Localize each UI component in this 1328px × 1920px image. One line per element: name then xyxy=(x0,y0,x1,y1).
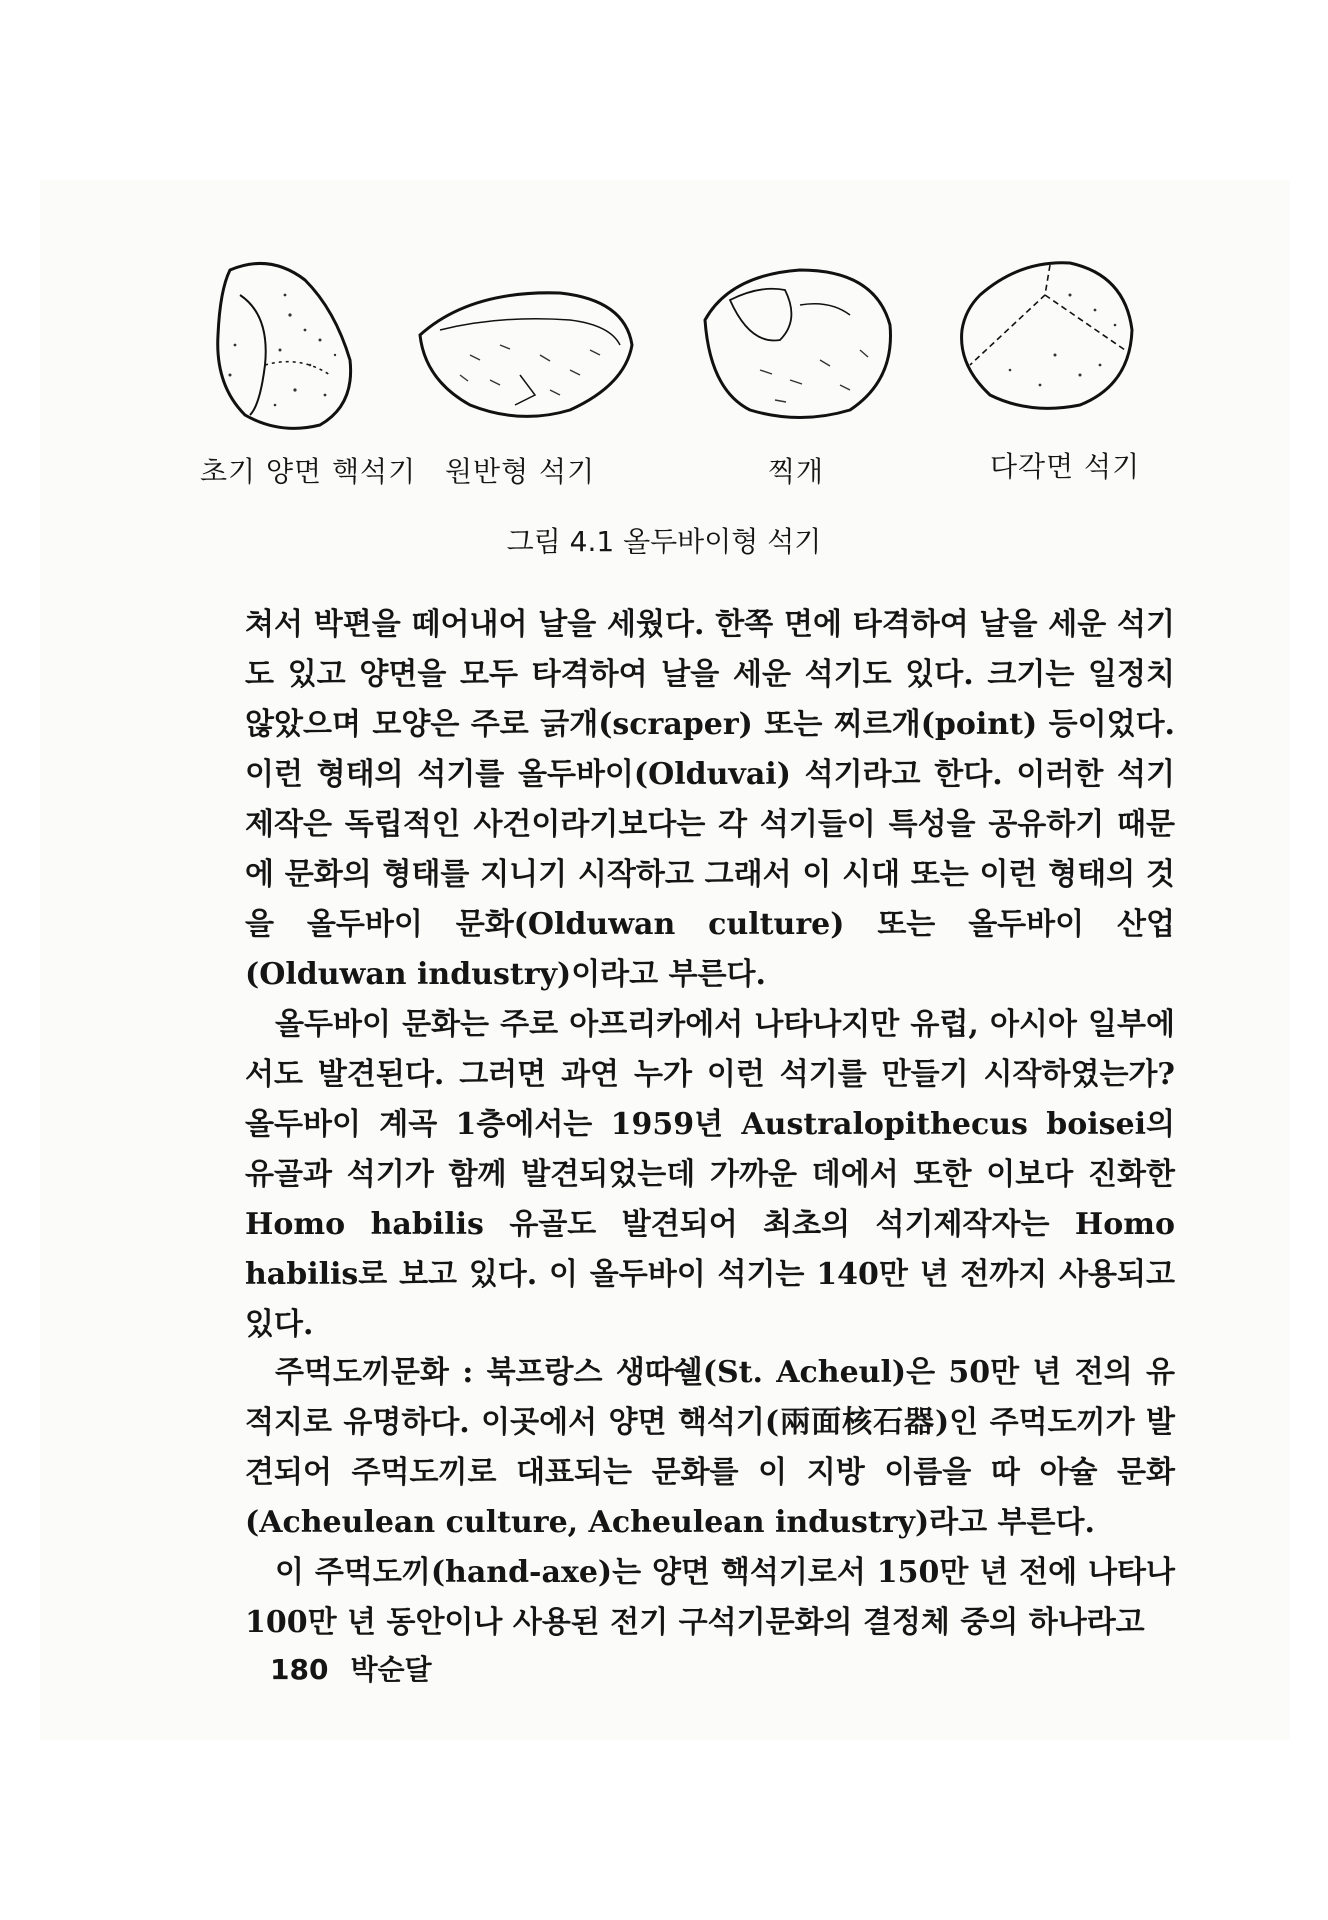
paragraph-4: 이 주먹도끼(hand-axe)는 양면 핵석기로서 150만 년 전에 나타나 100만 년 동안이나 사용된 전기 구석기문화의 결정체 중의 하나라고 xyxy=(245,1555,1175,1640)
figure-caption: 그림 4.1 올두바이형 석기 xyxy=(506,525,822,558)
author-name: 박순달 xyxy=(350,1653,432,1686)
stone-tools-figure xyxy=(200,255,1160,488)
body-section-1 xyxy=(245,600,1175,1350)
body-section-2 xyxy=(245,1348,1175,1648)
figure-label-discoid: 원반형 석기 xyxy=(445,455,596,488)
paragraph-1: 쳐서 박편을 떼어내어 날을 세웠다. 한쪽 면에 타격하여 날을 세운 석기도 있고 양면을 모두 타격하여 날을 세운 석기도 있다. 크기는 일정치 않았으며 모양은 주로 긁개(scraper) 또는 찌르개(point) 등이었다. 이런 형태의 석기를 올두바이(Olduvai) 석기라고 한다. 이러한 석기 제작은 독립적인 사건이라기보다는 각 석기들이 특성을 공유하기 때문에 문화의 형태를 지니기 시작하고 그래서 이 시대 또는 이런 형태의 것을 올두바이 문화(Olduwan culture) 또는 올두바이 산업(Olduwan industry)이라고 부른다. xyxy=(245,607,1175,992)
paragraph-3: 주먹도끼문화 : 북프랑스 생따쉘(St. Acheul)은 50만 년 전의 유적지로 유명하다. 이곳에서 양면 핵석기(兩面核石器)인 주먹도끼가 발견되어 주먹도끼로 대표되는 문화를 이 지방 이름을 따 아슐 문화(Acheulean culture, Acheulean industry)라고 부른다. xyxy=(245,1355,1175,1540)
figure-label-polyhedral: 다각면 석기 xyxy=(990,450,1141,483)
chopper-tool-drawing xyxy=(690,260,900,430)
page-number: 180 xyxy=(270,1653,329,1686)
figure-label-chopper: 찍개 xyxy=(768,455,825,488)
page-footer xyxy=(270,1648,432,1688)
figure-label-early-biface: 초기 양면 핵석기 xyxy=(200,455,417,488)
polyhedral-tool-drawing xyxy=(950,255,1140,420)
discoid-tool-drawing xyxy=(410,275,640,430)
early-biface-tool-drawing xyxy=(210,255,360,440)
paragraph-2: 올두바이 문화는 주로 아프리카에서 나타나지만 유럽, 아시아 일부에서도 발견된다. 그러면 과연 누가 이런 석기를 만들기 시작하였는가? 올두바이 계곡 1층에서는 1959년 Australopithecus boisei의 유골과 석기가 함께 발견되었는데 가까운 데에서 또한 이보다 진화한 Homo habilis 유골도 발견되어 최초의 석기제작자는 Homo habilis로 보고 있다. 이 올두바이 석기는 140만 년 전까지 사용되고 있다. xyxy=(245,1007,1175,1342)
